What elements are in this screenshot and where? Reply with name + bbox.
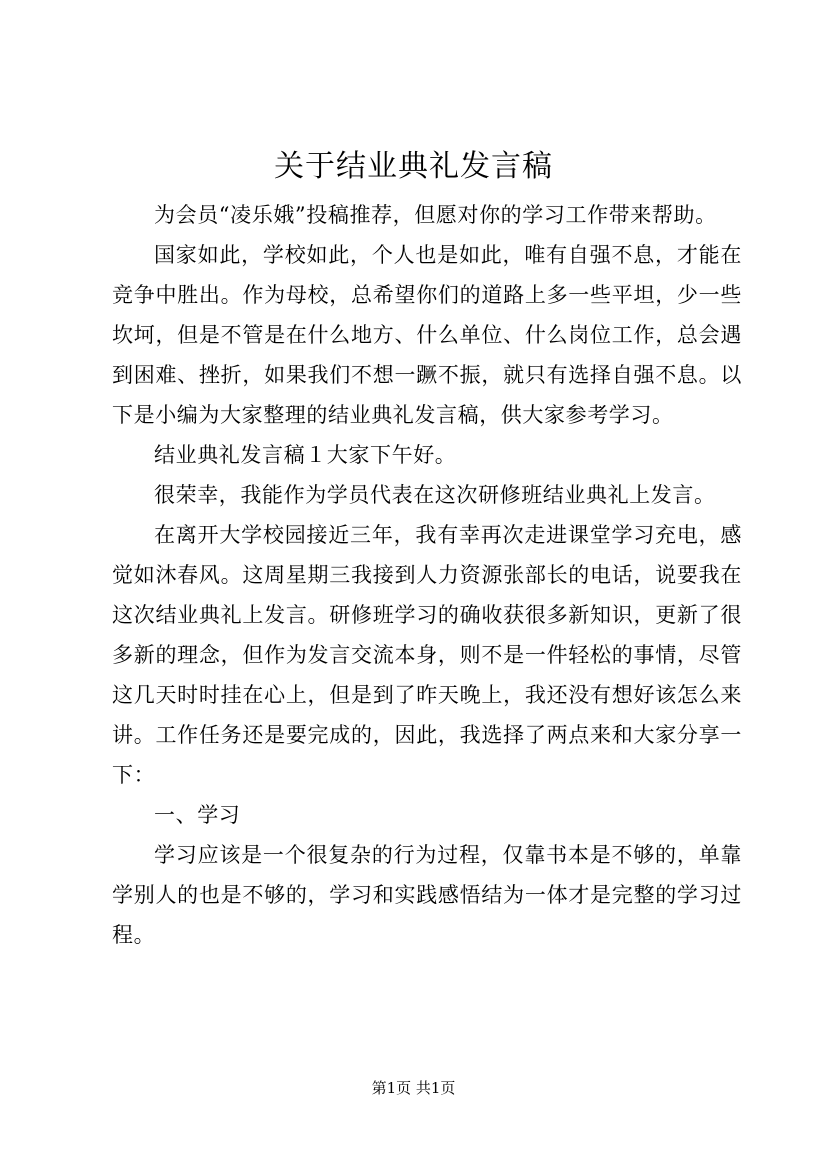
paragraph-honor: 很荣幸，我能作为学员代表在这次研修班结业典礼上发言。 — [154, 483, 716, 507]
paragraph-intro: 为会员“凌乐娥”投稿推荐，但愿对你的学习工作带来帮助。 — [154, 203, 717, 227]
document-body — [112, 195, 742, 955]
page-footer: 第1页 共1页 — [371, 1079, 456, 1097]
paragraph-background: 在离开大学校园接近三年，我有幸再次走进课堂学习充电，感觉如沐春风。这周星期三我接到人力资源张部长的电话，说要我在这次结业典礼上发言。研修班学习的确收获很多新知识，更新了很多新的理念，但作为发言交流本身，则不是一件轻松的事情，尽管这几天时时挂在心上，但是到了昨天晚上，我还没有想好该怎么来讲。工作任务还是要完成的，因此，我选择了两点来和大家分享一下： — [112, 523, 742, 787]
section-heading-learning: 一、学习 — [154, 803, 241, 827]
paragraph-opening: 国家如此，学校如此，个人也是如此，唯有自强不息，才能在竞争中胜出。作为母校，总希望你们的道路上多一些平坦，少一些坎坷，但是不管是在什么地方、什么单位、什么岗位工作，总会遇到困难、挫折，如果我们不想一蹶不振，就只有选择自强不息。以下是小编为大家整理的结业典礼发言稿，供大家参考学习。 — [112, 243, 742, 427]
paragraph-speech-heading: 结业典礼发言稿１大家下午好。 — [154, 443, 457, 467]
document-title: 关于结业典礼发言稿 — [274, 149, 553, 184]
paragraph-learning: 学习应该是一个很复杂的行为过程，仅靠书本是不够的，单靠学别人的也是不够的，学习和实践感悟结为一体才是完整的学习过程。 — [112, 843, 742, 947]
